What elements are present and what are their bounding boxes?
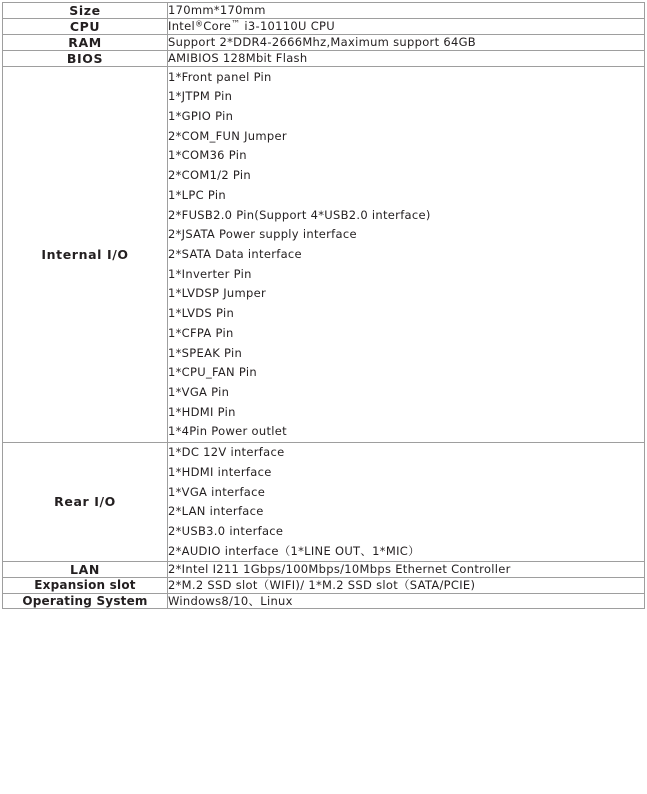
spec-value-line: 1*JTPM Pin bbox=[168, 89, 233, 104]
spec-value-line: 1*CFPA Pin bbox=[168, 325, 234, 340]
table-row bbox=[3, 51, 645, 67]
spec-value-line: 170mm*170mm bbox=[168, 3, 266, 18]
spec-value-line: Intel®Core™ i3-10110U CPU bbox=[168, 19, 335, 34]
table-row bbox=[3, 593, 645, 609]
spec-value-line: 1*DC 12V interface bbox=[168, 445, 285, 460]
spec-value-line: 2*COM1/2 Pin bbox=[168, 168, 251, 183]
table-row bbox=[3, 19, 645, 35]
spec-value-line: 2*COM_FUN Jumper bbox=[168, 128, 287, 143]
spec-value-line: 2*Intel I211 1Gbps/100Mbps/10Mbps Ethernet Controller bbox=[168, 562, 511, 577]
spec-value-line: 2*JSATA Power supply interface bbox=[168, 227, 357, 242]
spec-value-line: 2*M.2 SSD slot（WIFI)/ 1*M.2 SSD slot（SATA/PCIE) bbox=[168, 577, 476, 592]
spec-value bbox=[168, 3, 645, 19]
spec-label: RAM bbox=[3, 35, 168, 51]
spec-value bbox=[168, 593, 645, 609]
spec-value-line: 1*Inverter Pin bbox=[168, 266, 252, 281]
specifications-table bbox=[2, 2, 645, 609]
spec-value-line: 2*AUDIO interface（1*LINE OUT、1*MIC） bbox=[168, 543, 420, 558]
spec-value bbox=[168, 577, 645, 593]
spec-value-line: 1*HDMI interface bbox=[168, 464, 272, 479]
spec-value-line: 1*GPIO Pin bbox=[168, 108, 234, 123]
spec-value-line: 1*Front panel Pin bbox=[168, 69, 272, 84]
spec-value bbox=[168, 442, 645, 561]
spec-value-line: AMIBIOS 128Mbit Flash bbox=[168, 51, 308, 66]
spec-value-line: 1*LVDS Pin bbox=[168, 306, 235, 321]
spec-value bbox=[168, 561, 645, 577]
spec-value bbox=[168, 19, 645, 35]
spec-label: Rear I/O bbox=[3, 442, 168, 561]
spec-value-line: 1*LPC Pin bbox=[168, 187, 226, 202]
spec-label: Internal I/O bbox=[3, 67, 168, 443]
spec-value-line: 1*HDMI Pin bbox=[168, 404, 236, 419]
spec-label: Operating System bbox=[3, 593, 168, 609]
spec-value-line: 1*COM36 Pin bbox=[168, 148, 247, 163]
table-row bbox=[3, 442, 645, 561]
spec-label: Expansion slot bbox=[3, 577, 168, 593]
spec-value-line: 1*LVDSP Jumper bbox=[168, 286, 267, 301]
spec-value-line: 2*SATA Data interface bbox=[168, 246, 302, 261]
spec-label: BIOS bbox=[3, 51, 168, 67]
spec-label: CPU bbox=[3, 19, 168, 35]
table-row bbox=[3, 3, 645, 19]
spec-value-line: 1*4Pin Power outlet bbox=[168, 424, 287, 439]
spec-value-line: 2*FUSB2.0 Pin(Support 4*USB2.0 interface) bbox=[168, 207, 431, 222]
spec-value-line: Windows8/10、Linux bbox=[168, 593, 293, 608]
table-row bbox=[3, 561, 645, 577]
spec-value-line: Support 2*DDR4-2666Mhz,Maximum support 64GB bbox=[168, 35, 476, 50]
spec-value-line: 2*USB3.0 interface bbox=[168, 524, 284, 539]
spec-value bbox=[168, 67, 645, 443]
spec-value-line: 2*LAN interface bbox=[168, 504, 264, 519]
spec-label: LAN bbox=[3, 561, 168, 577]
table-row bbox=[3, 67, 645, 443]
spec-value-line: 1*VGA interface bbox=[168, 484, 266, 499]
spec-value-line: 1*CPU_FAN Pin bbox=[168, 365, 257, 380]
spec-value-line: 1*SPEAK Pin bbox=[168, 345, 243, 360]
spec-value bbox=[168, 35, 645, 51]
spec-value-line: 1*VGA Pin bbox=[168, 385, 230, 399]
spec-value bbox=[168, 51, 645, 67]
table-row bbox=[3, 577, 645, 593]
specifications-table-body bbox=[3, 3, 645, 609]
spec-label: Size bbox=[3, 3, 168, 19]
table-row bbox=[3, 35, 645, 51]
